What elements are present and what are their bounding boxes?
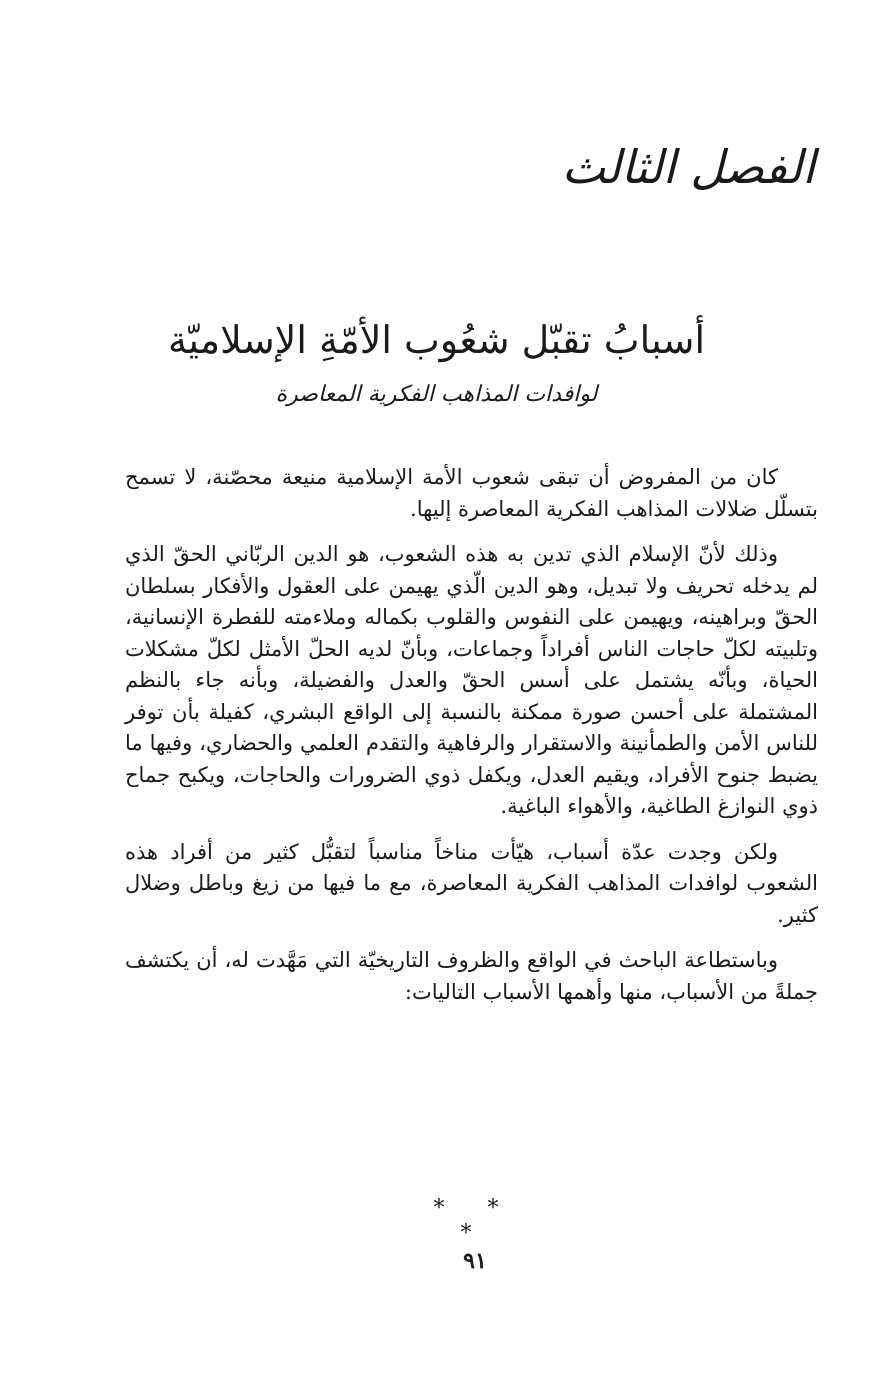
page-number: ٩١ (463, 1248, 487, 1274)
chapter-title: الفصل الثالث (561, 140, 815, 194)
body-text (125, 462, 818, 1022)
paragraph-4: وباستطاعة الباحث في الواقع والظروف التاريخيّة التي مَهَّدت له، أن يكتشف جملةً من الأسباب، منها وأهمها الأسباب التاليات: (125, 948, 818, 1004)
paragraph-2: وذلك لأنّ الإسلام الذي تدين به هذه الشعوب، هو الدين الربّاني الحقّ الذي لم يدخله تحريف ولا تبديل، وهو الدين الّذي يهيمن على العقول والأفكار بسلطان الحقّ وبراهينه، ويهيمن على النفوس والقلوب بكماله وملاءمته للفطرة الإنسانية، وتلبيته لكلّ حاجات الناس أفراداً وجماعات، وبأنّ لديه الحلّ الأمثل لكلّ مشكلات الحياة، وبأنّه يشتمل على أسس الحقّ والعدل والفضيلة، وبأنه جاء بالنظم المشتملة على أحسن صورة ممكنة بالنسبة إلى الواقع البشري، كفيلة بأن توفر للناس الأمن والطمأنينة والاستقرار والرفاهية والتقدم العلمي والحضاري، وفيها ما يضبط جنوح الأفراد، ويقيم العدل، ويكفل ذوي الضرورات والحاجات، ويكبح جماح ذوي النوازغ الطاغية، والأهواء الباغية. (125, 542, 818, 818)
paragraph-1: كان من المفروض أن تبقى شعوب الأمة الإسلامية منيعة محصّنة، لا تسمح بتسلّل ضلالات المذاهب الفكرية المعاصرة إليها. (125, 465, 818, 521)
section-separator: * * * (433, 1196, 517, 1246)
paragraph-3: ولكن وجدت عدّة أسباب، هيّأت مناخاً مناسباً لتقبُّل كثير من أفراد هذه الشعوب لوافدات المذاهب الفكرية المعاصرة، مع ما فيها من زيغ وباطل وضلال كثير. (125, 839, 818, 927)
main-title: أسبابُ تقبّل شعُوب الأمّةِ الإسلاميّة (167, 318, 706, 362)
subtitle: لوافدات المذاهب الفكرية المعاصرة (275, 382, 598, 407)
